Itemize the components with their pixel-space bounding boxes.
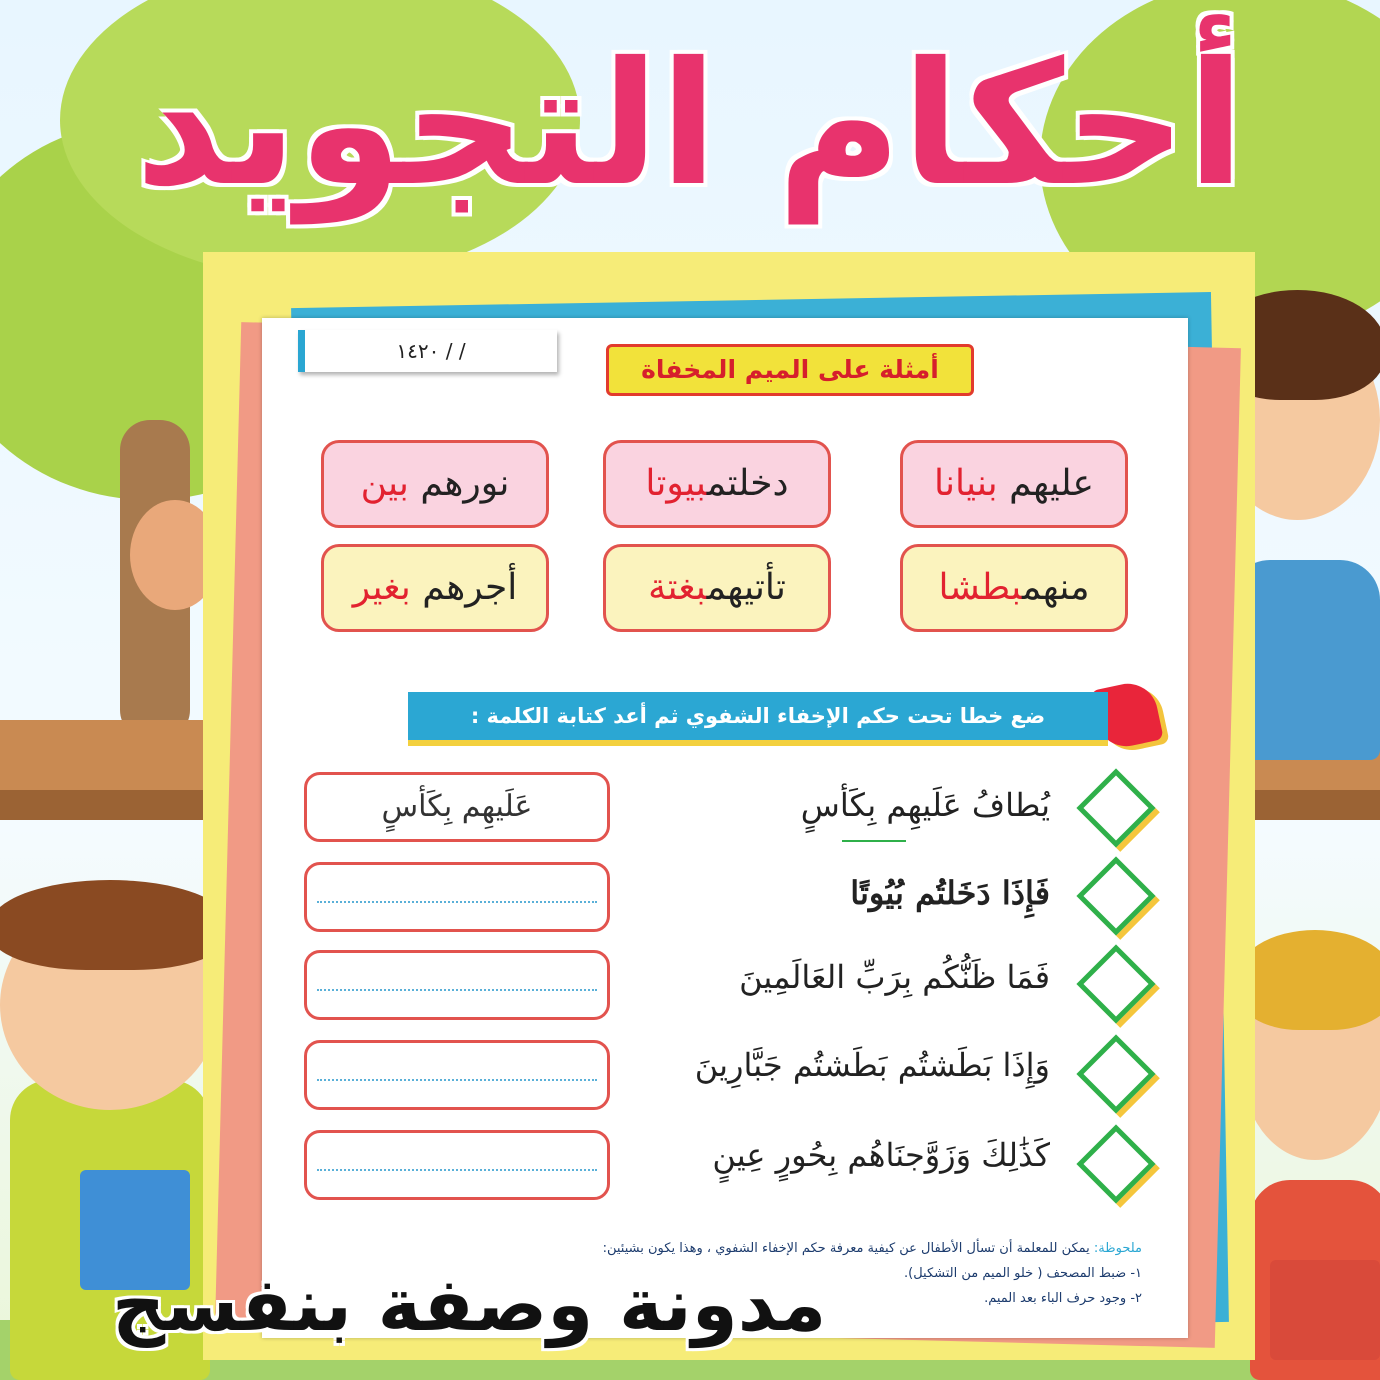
- example-word: تأتيهم: [706, 567, 786, 608]
- answer-text: [307, 865, 607, 929]
- example-card: [321, 440, 549, 528]
- note-label: ملحوظة:: [1093, 1241, 1142, 1256]
- exercise-verse: يُطافُ عَلَيهِم بِكَأسٍ: [800, 786, 1050, 824]
- exercise-verse: فَمَا ظَنُّكُم بِرَبِّ العَالَمِينَ: [739, 958, 1050, 996]
- answer-box[interactable]: [304, 950, 610, 1020]
- answer-text: [307, 953, 607, 1017]
- answer-box[interactable]: [304, 1040, 610, 1110]
- answer-text: عَلَيهِم بِكَأسٍ: [381, 789, 533, 824]
- verse-underline: [842, 840, 906, 842]
- exercise-verse: وَإِذَا بَطَشتُم بَطَشتُم جَبَّارِينَ: [694, 1046, 1050, 1084]
- exercise-verse: كَذَٰلِكَ وَزَوَّجنَاهُم بِحُورٍ عِينٍ: [712, 1136, 1050, 1174]
- answer-text: [307, 1043, 607, 1107]
- example-word: أجرهم: [422, 567, 518, 608]
- example-word-after: بيوتا: [645, 463, 707, 504]
- answer-box[interactable]: [304, 1130, 610, 1200]
- example-word-after: بين: [360, 463, 421, 504]
- page-title: أحكام التجويد: [135, 26, 1245, 224]
- example-word-after: بنيانا: [934, 463, 1010, 504]
- worksheet-header: أمثلة على الميم المخفاة: [606, 344, 974, 396]
- kid-left-hair: [0, 880, 230, 970]
- note-point-1: ١- ضبط المصحف ( خلو الميم من التشكيل).: [903, 1266, 1142, 1281]
- example-card: [900, 440, 1128, 528]
- date-field: / / ١٤٢٠: [298, 330, 557, 372]
- instruction-bar: ضع خطا تحت حكم الإخفاء الشفوي ثم أعد كتابة الكلمة :: [408, 692, 1108, 740]
- exercise-verse: فَإِذَا دَخَلتُم بُيُوتًا: [850, 874, 1050, 912]
- example-word: منهم: [1021, 567, 1090, 608]
- example-card: [603, 544, 831, 632]
- example-card: [321, 544, 549, 632]
- example-word-after: بغتة: [648, 567, 707, 608]
- example-word-after: بغير: [352, 567, 423, 608]
- note-point-2: ٢- وجود حرف الباء بعد الميم.: [984, 1291, 1142, 1306]
- example-word: عليهم: [1009, 463, 1094, 504]
- answer-box[interactable]: [304, 862, 610, 932]
- example-card: [603, 440, 831, 528]
- kid-bottom-right-hair: [1235, 930, 1380, 1030]
- example-word-after: بطشا: [938, 567, 1022, 608]
- blog-watermark: مدونة وصفة بنفسج: [112, 1262, 827, 1348]
- note-text: يمكن للمعلمة أن تسأل الأطفال عن كيفية معرفة حكم الإخفاء الشفوي ، وهذا يكون بشيئين:: [602, 1241, 1090, 1256]
- example-word: نورهم: [420, 463, 510, 504]
- kid-bottom-right-book: [1270, 1260, 1380, 1360]
- example-word: دخلتم: [706, 463, 789, 504]
- answer-text: [307, 1133, 607, 1197]
- answer-box[interactable]: [304, 772, 610, 842]
- example-card: [900, 544, 1128, 632]
